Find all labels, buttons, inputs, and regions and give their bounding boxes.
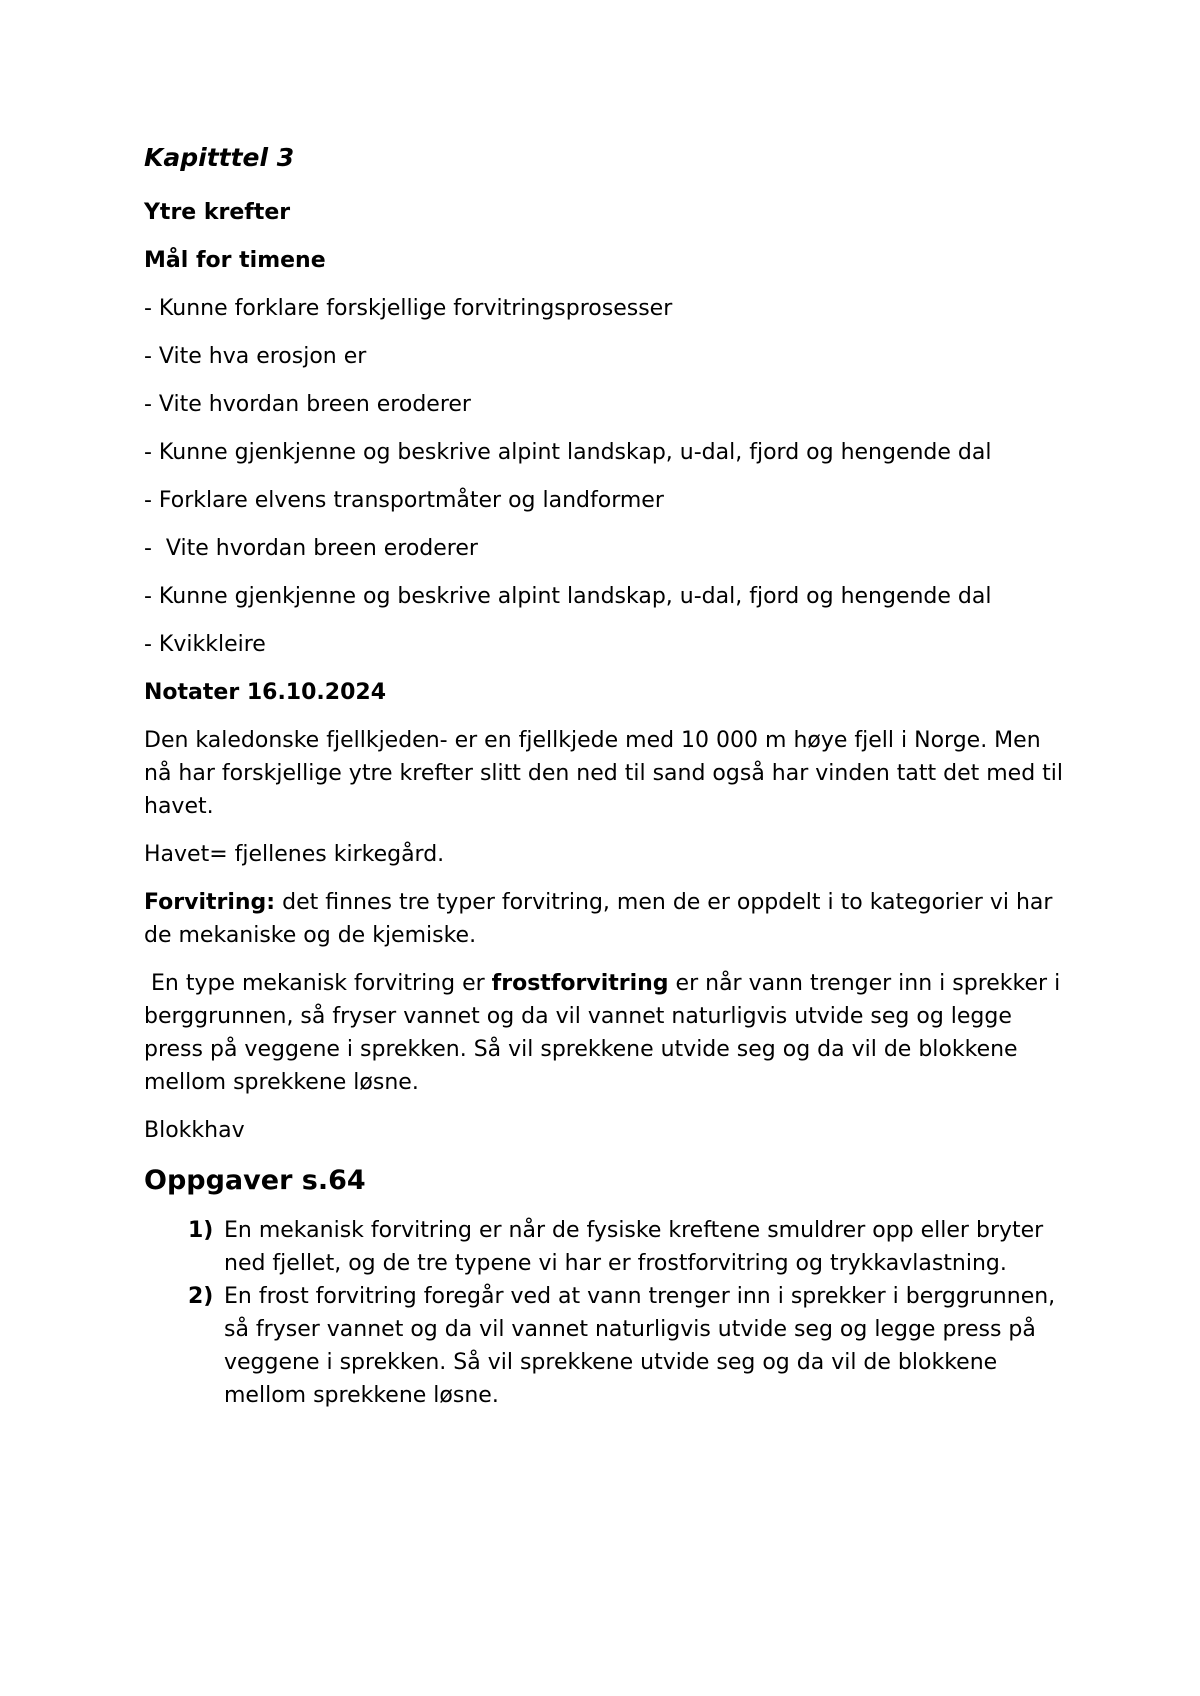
goal-item: - Forklare elvens transportmåter og landformer	[144, 488, 664, 513]
weathering-text: det finnes tre typer forvitring, men de er oppdelt i to kategorier vi har de mekaniske og de kjemiske.	[144, 890, 1060, 948]
notes-heading: Notater 16.10.2024	[144, 680, 387, 705]
goal-item: - Vite hva erosjon er	[144, 344, 367, 369]
task-item	[144, 1280, 1064, 1412]
topic-heading: Ytre krefter	[144, 200, 291, 225]
task-text: En frost forvitring foregår ved at vann trenger inn i sprekker i berggrunnen, så fryser vannet og da vil vannet naturligvis utvide seg og legge press på veggene i sprekken. Så vil sprekkene utvide seg og da vil de blokkene mellom sprekkene løsne.	[224, 1284, 1056, 1408]
goal-item: - Vite hvordan breen eroderer	[144, 536, 478, 561]
goal-item: - Kunne gjenkjenne og beskrive alpint landskap, u-dal, fjord og hengende dal	[144, 584, 992, 609]
tasks-heading: Oppgaver s.64	[144, 1165, 366, 1196]
task-number: 1)	[188, 1218, 214, 1243]
notes-paragraph: Havet= fjellenes kirkegård.	[144, 842, 445, 867]
goals-heading: Mål for timene	[144, 248, 326, 273]
goals-list	[144, 292, 1064, 661]
tasks-list	[144, 1214, 1064, 1412]
task-number: 2)	[188, 1284, 214, 1309]
notes-paragraph: Blokkhav	[144, 1118, 245, 1143]
frost-intro: En type mekanisk forvitring er	[144, 971, 492, 996]
document-page	[144, 140, 1071, 1412]
frost-text: er når vann trenger inn i sprekker i berggrunnen, så fryser vannet og da vil vannet naturligvis utvide seg og legge press på veggene i sprekken. Så vil sprekkene utvide seg og da vil de blokkene mellom sprekkene løsne.	[144, 971, 1068, 1095]
chapter-title: Kapitttel 3	[144, 143, 295, 172]
weathering-label: Forvitring:	[144, 890, 276, 915]
frost-term: frostforvitring	[491, 971, 669, 996]
notes-paragraph: Den kaledonske fjellkjeden- er en fjellkjede med 10 000 m høye fjell i Norge. Men nå har forskjellige ytre krefter slitt den ned til sand også har vinden tatt det med til havet.	[144, 728, 1071, 819]
goal-item: - Kunne forklare forskjellige forvitringsprosesser	[144, 296, 673, 321]
task-text: En mekanisk forvitring er når de fysiske kreftene smuldrer opp eller bryter ned fjellet, og de tre typene vi har er frostforvitring og trykkavlastning.	[224, 1218, 1044, 1276]
goal-item: - Kunne gjenkjenne og beskrive alpint landskap, u-dal, fjord og hengende dal	[144, 440, 992, 465]
task-item	[144, 1214, 1064, 1280]
goal-item: - Vite hvordan breen eroderer	[144, 392, 471, 417]
frost-paragraph	[144, 967, 1068, 1099]
goal-item: - Kvikkleire	[144, 632, 266, 657]
weathering-paragraph	[144, 886, 1064, 952]
